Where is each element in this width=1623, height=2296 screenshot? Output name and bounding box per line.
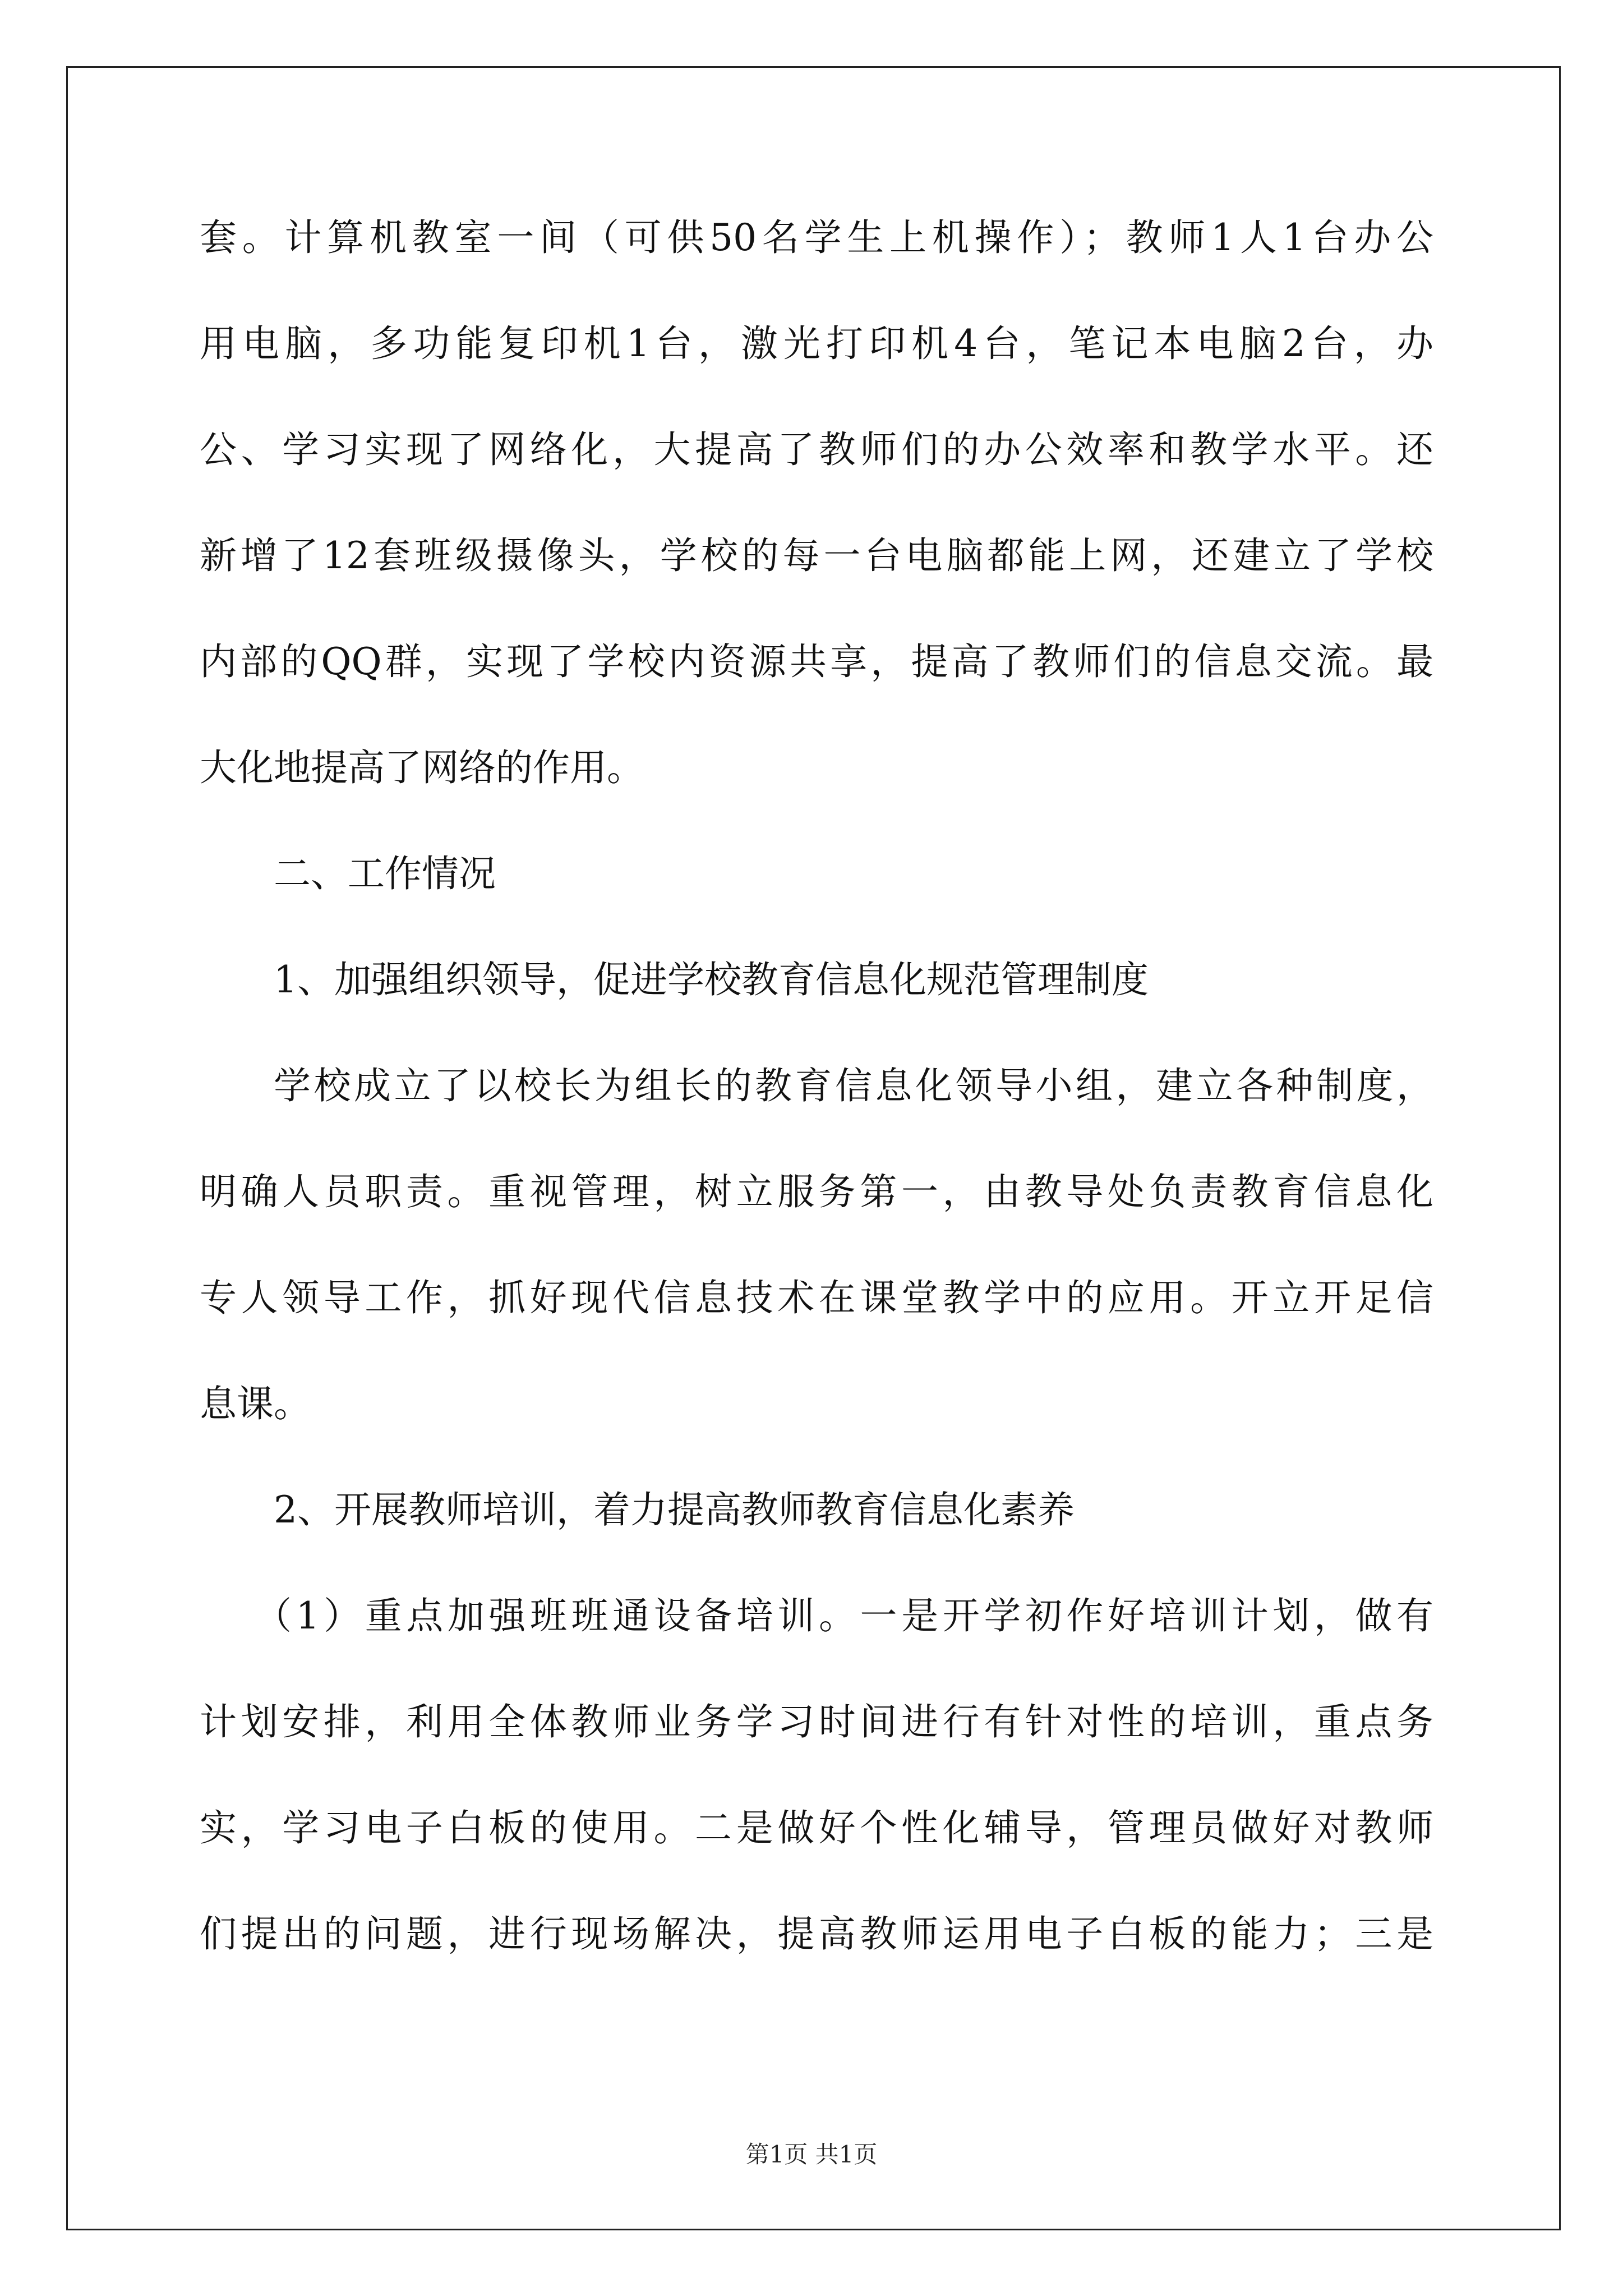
text-line: 息课。	[200, 1382, 311, 1425]
text-line: 实，学习电子白板的使用。二是做好个性化辅导，管理员做好对教师	[200, 1806, 1433, 1849]
section-heading: 二、工作情况	[274, 852, 496, 895]
text-line: 学校成立了以校长为组长的教育信息化领导小组，建立各种制度，	[274, 1064, 1433, 1107]
text-line: 计划安排，利用全体教师业务学习时间进行有针对性的培训，重点务	[200, 1700, 1433, 1743]
text-line: 套。计算机教室一间（可供50名学生上机操作）；教师1人1台办公	[200, 216, 1433, 259]
text-line: 新增了12套班级摄像头，学校的每一台电脑都能上网，还建立了学校	[200, 534, 1433, 577]
text-line: 明确人员职责。重视管理，树立服务第一，由教导处负责教育信息化	[200, 1170, 1433, 1213]
page-footer: 第1页 共1页	[745, 2141, 878, 2168]
subsection-heading: 1、加强组织领导，促进学校教育信息化规范管理制度	[274, 958, 1149, 1001]
text-line: 公、学习实现了网络化，大提高了教师们的办公效率和教学水平。还	[200, 428, 1433, 471]
document-body	[200, 213, 1433, 2016]
subsection-heading: 2、开展教师培训，着力提高教师教育信息化素养	[274, 1488, 1075, 1531]
text-line: 专人领导工作，抓好现代信息技术在课堂教学中的应用。开立开足信	[200, 1276, 1433, 1319]
text-line: 大化地提高了网络的作用。	[200, 746, 644, 789]
text-line: （1）重点加强班班通设备培训。一是开学初作好培训计划，做有	[255, 1594, 1433, 1637]
text-line: 内部的QQ群，实现了学校内资源共享，提高了教师们的信息交流。最	[200, 640, 1433, 683]
text-line: 用电脑，多功能复印机1台，激光打印机4台，笔记本电脑2台，办	[200, 322, 1433, 365]
text-line: 们提出的问题，进行现场解决，提高教师运用电子白板的能力；三是	[200, 1912, 1433, 1955]
